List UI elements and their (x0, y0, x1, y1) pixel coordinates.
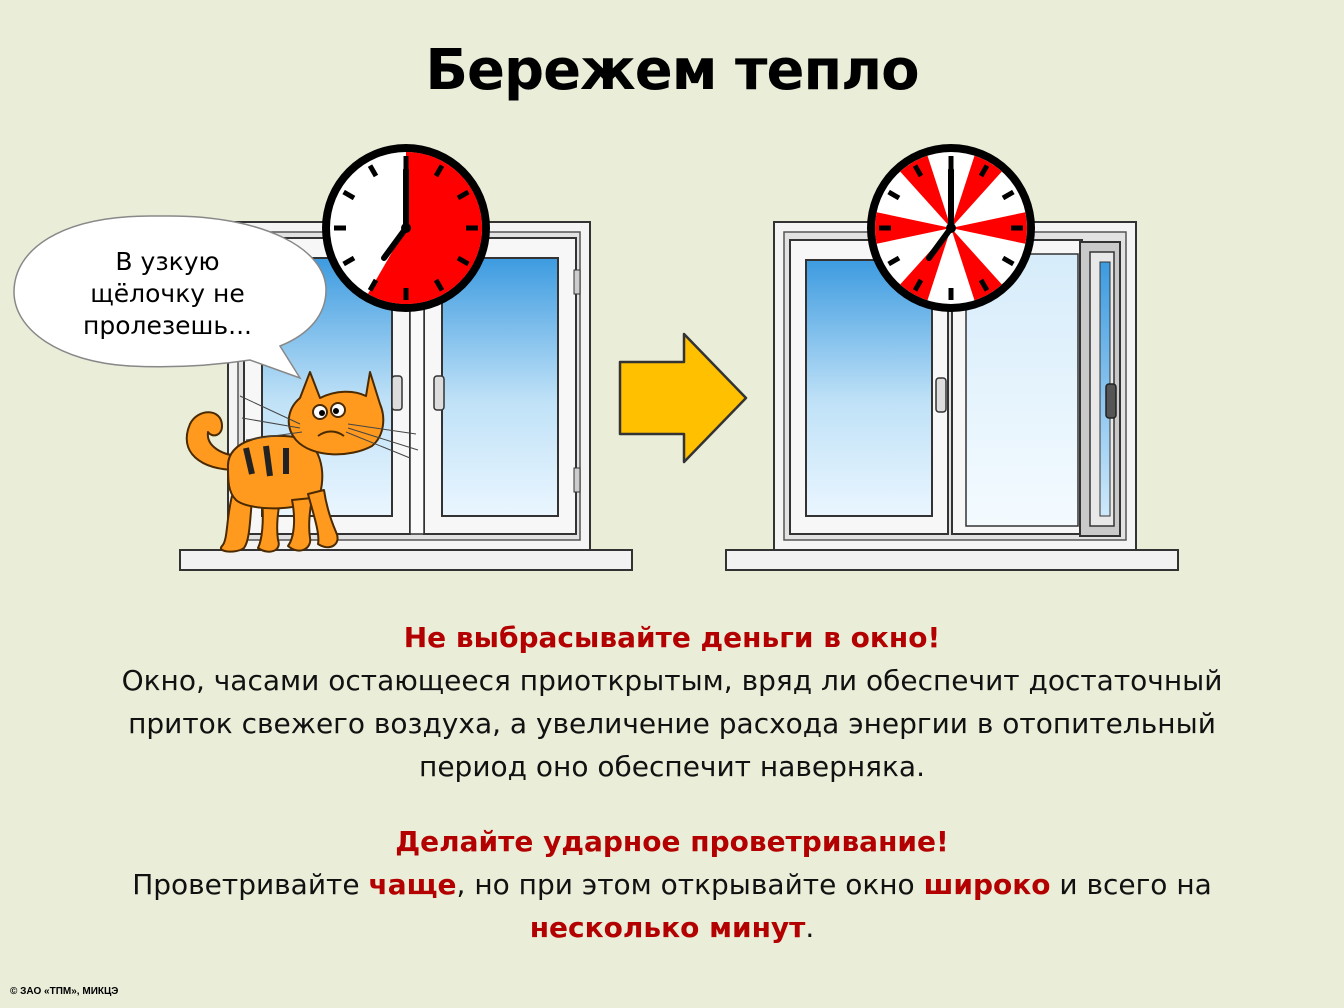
advice-sentence-line-2 (40, 906, 1304, 949)
advice-line-1: Окно, часами остающееся приоткрытым, вряд ли обеспечит достаточный (121, 664, 1223, 697)
advice-sentence-line-1 (40, 863, 1304, 906)
text-part-1: Проветривайте (132, 868, 369, 901)
advice-heading-2: Делайте ударное проветривание! (395, 825, 949, 858)
emphasis-wide: широко (923, 868, 1051, 901)
bubble-line-1: В узкую (115, 247, 220, 276)
advice-block-1 (40, 616, 1304, 788)
arrow-right-icon (620, 334, 746, 462)
advice-block-2 (40, 820, 1304, 949)
text-part-4: . (805, 911, 815, 944)
emphasis-few-minutes: несколько минут (529, 911, 806, 944)
text-part-2: , но при этом открывайте окно (456, 868, 924, 901)
bubble-line-3: пролезешь... (83, 311, 252, 340)
copyright: © ЗАО «ТПМ», МИКЦЭ (10, 986, 119, 997)
speech-bubble-text (60, 246, 275, 342)
advice-heading-1: Не выбрасывайте деньги в окно! (403, 621, 941, 654)
text-part-3: и всего на (1050, 868, 1212, 901)
bubble-line-2: щёлочку не (90, 279, 245, 308)
advice-line-3: период оно обеспечит наверняка. (419, 750, 925, 783)
emphasis-often: чаще (368, 868, 457, 901)
left-clock-icon (322, 144, 490, 312)
page-title: Бережем тепло (425, 38, 919, 103)
right-clock-icon (867, 144, 1035, 312)
advice-line-2: приток свежего воздуха, а увеличение расхода энергии в отопительный (128, 707, 1216, 740)
